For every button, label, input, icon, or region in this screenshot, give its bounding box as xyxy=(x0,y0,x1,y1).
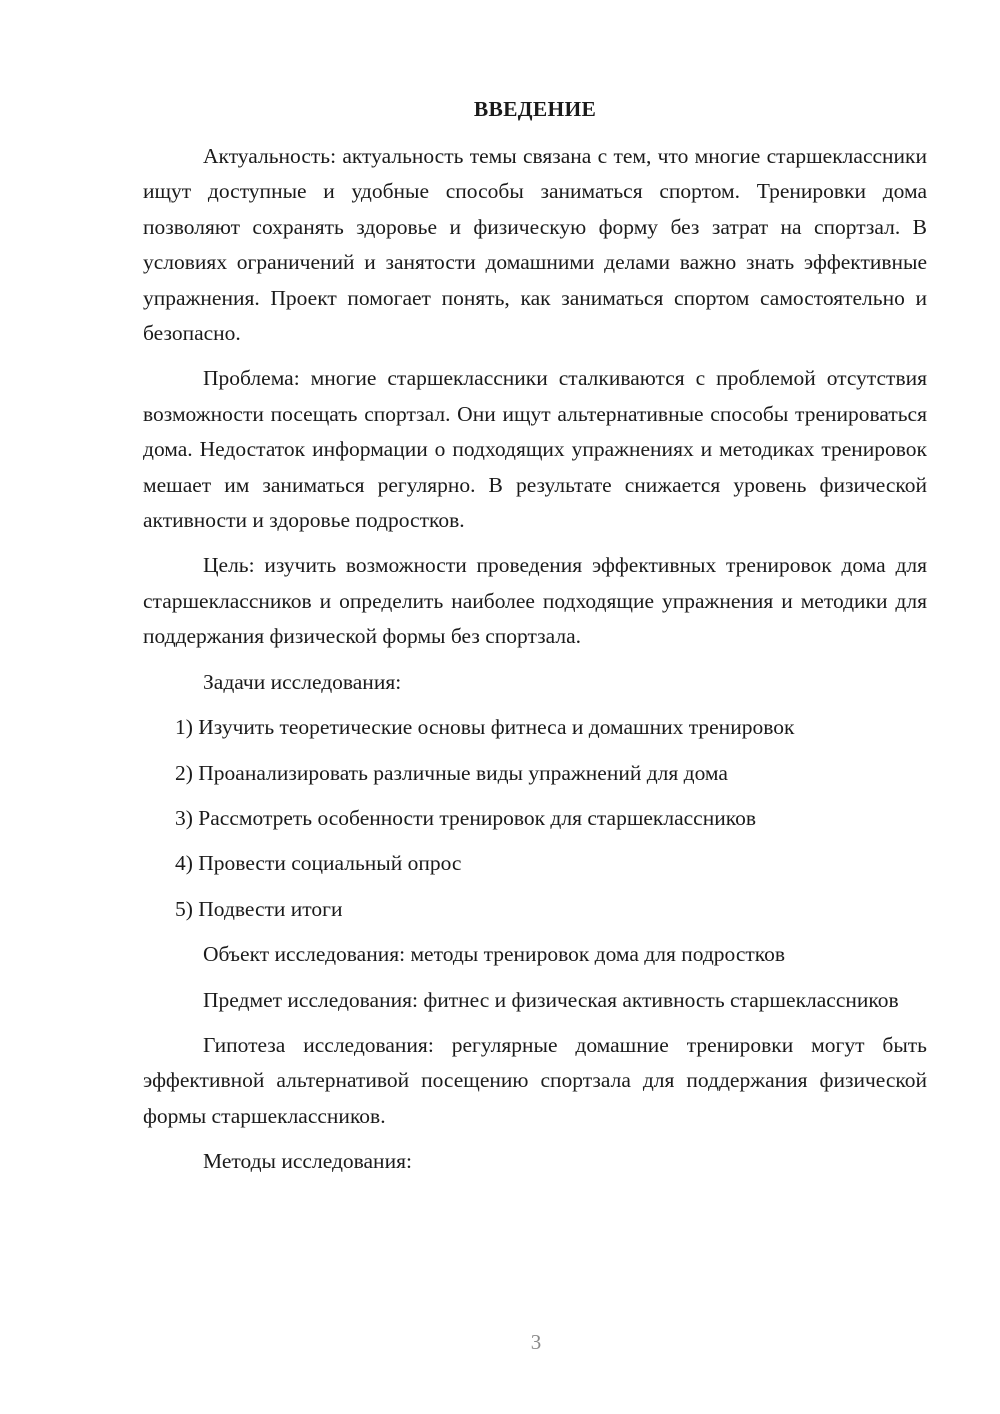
tasks-heading: Задачи исследования: xyxy=(203,669,402,694)
list-item: 2) Проанализировать различные виды упражнений для дома xyxy=(175,760,728,785)
object-paragraph: Объект исследования: методы тренировок дома для подростков xyxy=(203,942,786,967)
subject-paragraph: Предмет исследования: фитнес и физическая активность старшеклассников xyxy=(203,987,899,1012)
list-item: 5) Подвести итоги xyxy=(175,896,343,921)
goal-paragraph: Цель: изучить возможности проведения эффективных тренировок дома для старшеклассников и определить наиболее подходящие упражнения и методики для поддержания физической формы без спортзала. xyxy=(143,553,927,649)
section-title: ВВЕДЕНИЕ xyxy=(473,97,597,121)
list-item: 4) Провести социальный опрос xyxy=(175,851,462,876)
relevance-paragraph: Актуальность: актуальность темы связана с тем, что многие старшеклассники ищут доступные и удобные способы заниматься спортом. Тренировки дома позволяют сохранять здоровье и физическую форму без затрат на спортзал. В условиях ограничений и занятости домашними делами важно знать эффективные упражнения. Проект помогает понять, как заниматься спортом самостоятельно и безопасно. xyxy=(143,144,927,346)
problem-paragraph: Проблема: многие старшеклассники сталкиваются с проблемой отсутствия возможности посещать спортзал. Они ищут альтернативные способы тренироваться дома. Недостаток информации о подходящих упражнениях и методиках тренировок мешает им заниматься регулярно. В результате снижается уровень физической активности и здоровье подростков. xyxy=(143,366,927,533)
list-item: 1) Изучить теоретические основы фитнеса и домашних тренировок xyxy=(175,715,795,740)
list-item: 3) Рассмотреть особенности тренировок для старшеклассников xyxy=(175,805,756,830)
hypothesis-paragraph: Гипотеза исследования: регулярные домашние тренировки могут быть эффективной альтернативой посещению спортзала для поддержания физической формы старшеклассников. xyxy=(143,1032,927,1128)
tasks-list xyxy=(143,710,927,927)
methods-heading: Методы исследования: xyxy=(203,1149,412,1174)
page-content xyxy=(143,92,927,1190)
page-number: 3 xyxy=(530,1330,542,1354)
